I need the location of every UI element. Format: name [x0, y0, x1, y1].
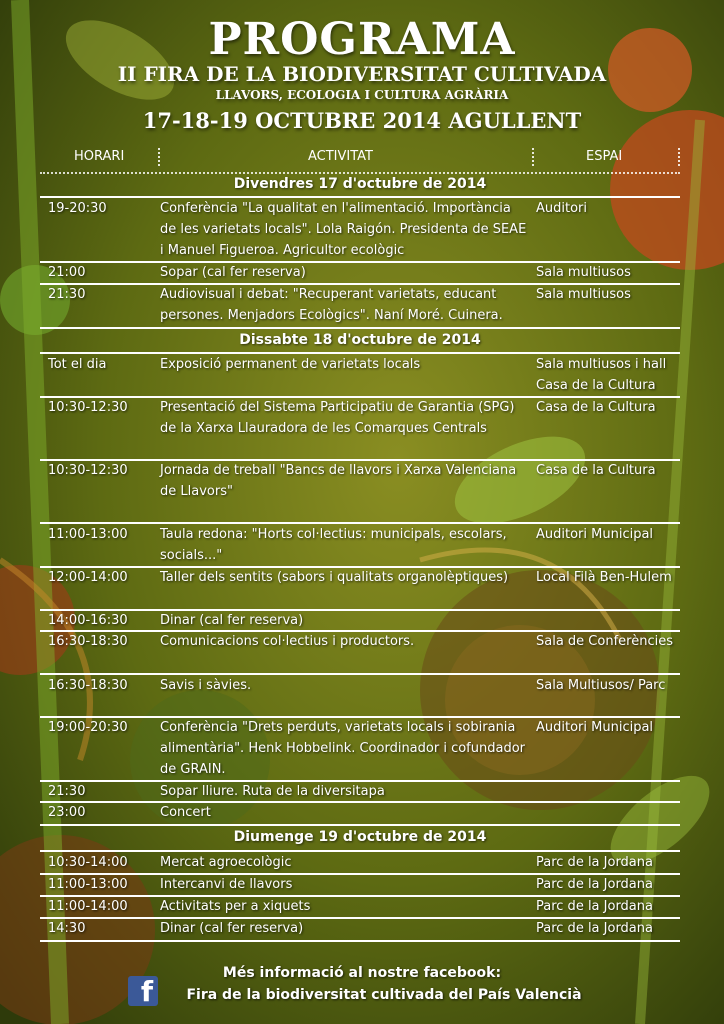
row-activity: Conferència "La qualitat en l'alimentació. Importància de les varietats locals". Lola Raigón. Presidenta de SEAE i Manuel Figueroa. Agricultor ecològic — [160, 201, 527, 258]
event-dates: 17-18-19 OCTUBRE 2014 AGULLENT — [142, 108, 582, 133]
row-time: 11:00-13:00 — [48, 527, 128, 542]
header-divider — [40, 172, 680, 174]
column-divider — [532, 148, 534, 166]
row-venue: Parc de la Jordana — [536, 877, 653, 892]
row-divider — [40, 327, 680, 329]
facebook-glyph: f — [140, 975, 153, 1008]
row-time: 10:30-12:30 — [48, 463, 128, 478]
page-title: PROGRAMA — [208, 14, 516, 65]
row-venue: Parc de la Jordana — [536, 921, 653, 936]
row-time: 21:30 — [48, 784, 86, 799]
row-venue: Casa de la Cultura — [536, 463, 656, 478]
row-time: 21:30 — [48, 287, 86, 302]
row-venue: Auditori Municipal — [536, 527, 654, 542]
row-time: 11:00-14:00 — [48, 899, 128, 914]
row-activity: Exposició permanent de varietats locals — [160, 357, 421, 372]
row-divider — [40, 940, 680, 942]
day-heading: Dissabte 18 d'octubre de 2014 — [239, 332, 481, 348]
row-activity: Dinar (cal fer reserva) — [160, 613, 304, 628]
row-divider — [40, 824, 680, 826]
row-time: 10:30-14:00 — [48, 855, 128, 870]
row-activity: Conferència "Drets perduts, varietats locals i sobirania alimentària". Henk Hobbelink. Coordinador i cofundador de GRAIN. — [160, 720, 526, 777]
footer-info: Més informació al nostre facebook: — [222, 965, 502, 981]
row-venue: Sala Multiusos/ Parc — [536, 678, 666, 693]
row-time: 14:30 — [48, 921, 86, 936]
row-activity: Concert — [160, 805, 211, 820]
row-venue: Local Filà Ben-Hulem — [536, 570, 672, 585]
column-divider — [158, 148, 160, 166]
row-activity: Dinar (cal fer reserva) — [160, 921, 304, 936]
event-tagline: LLAVORS, ECOLOGIA I CULTURA AGRÀRIA — [215, 88, 509, 102]
row-venue: Auditori — [536, 201, 588, 216]
row-venue: Parc de la Jordana — [536, 899, 653, 914]
row-time: 10:30-12:30 — [48, 400, 128, 415]
row-time: 19-20:30 — [48, 201, 107, 216]
row-venue: Sala multiusos — [536, 287, 631, 302]
event-name: II FIRA DE LA BIODIVERSITAT CULTIVADA — [117, 62, 607, 86]
column-headers — [40, 146, 680, 168]
column-espai: ESPAI — [586, 149, 623, 164]
column-activitat: ACTIVITAT — [308, 149, 373, 164]
day-heading: Divendres 17 d'octubre de 2014 — [233, 176, 487, 192]
row-time: 16:30-18:30 — [48, 634, 128, 649]
row-activity: Sopar lliure. Ruta de la diversitapa — [160, 784, 385, 799]
row-time: 16:30-18:30 — [48, 678, 128, 693]
day-heading: Diumenge 19 d'octubre de 2014 — [233, 829, 487, 845]
row-activity: Audiovisual i debat: "Recuperant varietats, educant persones. Menjadors Ecològics". Naní Moré. Cuinera. — [160, 287, 503, 323]
column-divider — [678, 148, 680, 166]
column-horari: HORARI — [74, 149, 125, 164]
row-venue: Auditori Municipal — [536, 720, 654, 735]
row-venue: Sala multiusos i hall Casa de la Cultura — [536, 357, 667, 393]
row-activity: Activitats per a xiquets — [160, 899, 311, 914]
row-activity: Taller dels sentits (sabors i qualitats organolèptiques) — [160, 570, 509, 585]
row-activity: Jornada de treball "Bancs de llavors i Xarxa Valenciana de Llavors" — [160, 463, 517, 499]
row-activity: Mercat agroecològic — [160, 855, 292, 870]
row-venue: Parc de la Jordana — [536, 855, 653, 870]
row-time: Tot el dia — [48, 357, 107, 372]
row-time: 11:00-13:00 — [48, 877, 128, 892]
row-activity: Comunicacions col·lectius i productors. — [160, 634, 415, 649]
row-time: 12:00-14:00 — [48, 570, 128, 585]
row-venue: Sala de Conferències — [536, 634, 673, 649]
row-venue: Sala multiusos — [536, 265, 631, 280]
row-time: 14:00-16:30 — [48, 613, 128, 628]
row-venue: Casa de la Cultura — [536, 400, 656, 415]
row-activity: Intercanvi de llavors — [160, 877, 293, 892]
row-activity: Taula redona: "Horts col·lectius: municipals, escolars, socials..." — [160, 527, 507, 563]
row-activity: Presentació del Sistema Participatiu de Garantia (SPG) de la Xarxa Llauradora de les Comarques Centrals — [160, 400, 515, 436]
row-time: 23:00 — [48, 805, 86, 820]
facebook-page-link[interactable]: Fira de la biodiversitat cultivada del País Valencià — [186, 987, 582, 1003]
row-activity: Savis i sàvies. — [160, 678, 252, 693]
row-time: 21:00 — [48, 265, 86, 280]
row-activity: Sopar (cal fer reserva) — [160, 265, 306, 280]
row-time: 19:00-20:30 — [48, 720, 128, 735]
